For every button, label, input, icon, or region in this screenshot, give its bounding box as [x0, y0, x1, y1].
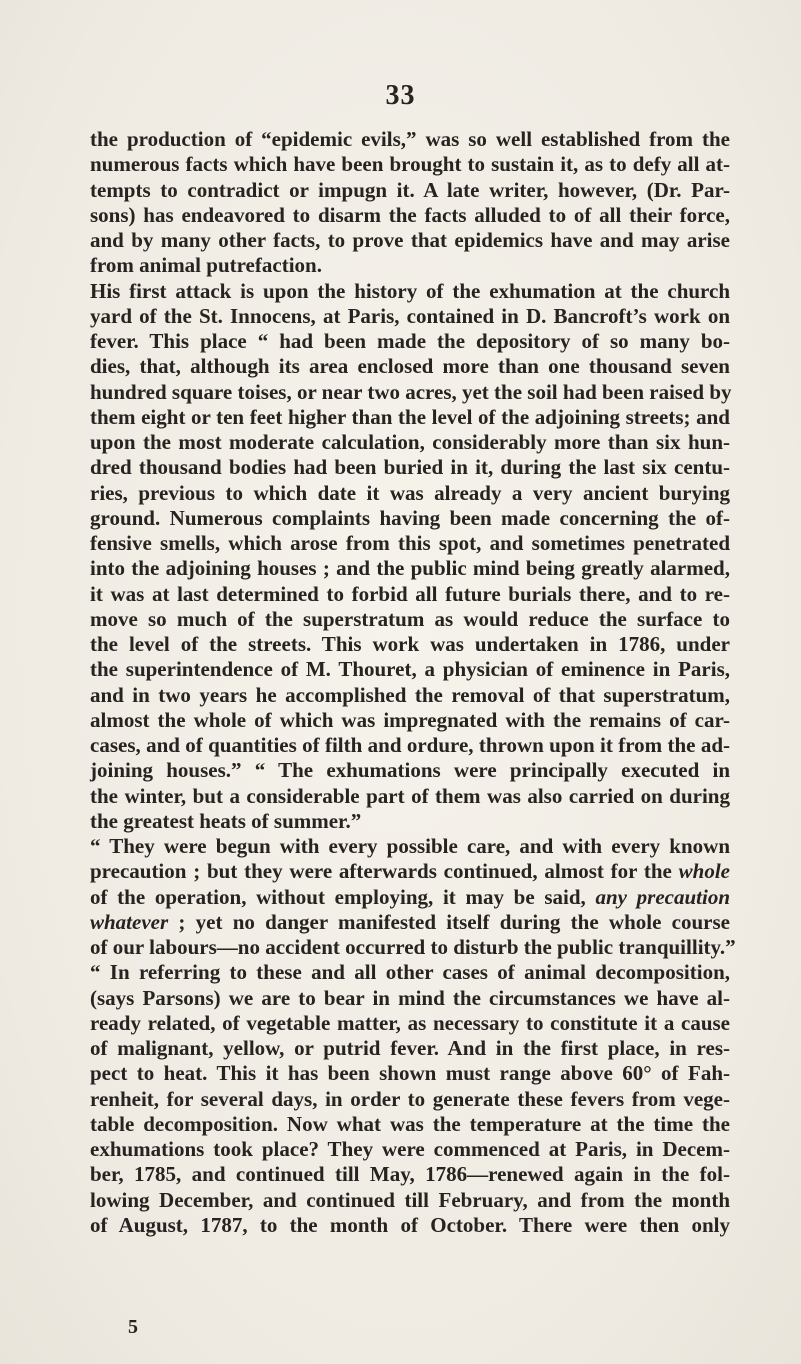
text-line: into the adjoining houses ; and the public mind being greatly alarmed,: [90, 556, 730, 581]
text-line: from animal putrefaction.: [90, 253, 322, 278]
text-line: yard of the St. Innocens, at Paris, contained in D. Bancroft’s work on: [90, 303, 730, 328]
text-line: cases, and of quantities of filth and ordure, thrown upon it from the ad-: [90, 733, 730, 757]
text-line: the superintendence of M. Thouret, a physician of eminence in Paris,: [90, 657, 730, 682]
text-line: pect to heat. This it has been shown must range above 60° of Fah-: [90, 1061, 730, 1086]
text-line: of August, 1787, to the month of October. There were then only: [90, 1212, 730, 1237]
text-line: almost the whole of which was impregnated with the remains of car-: [90, 707, 730, 732]
text-line: the winter, but a considerable part of them was also carried on during: [90, 783, 730, 808]
text-line: the greatest heats of summer.”: [90, 808, 362, 833]
text-line: and by many other facts, to prove that epidemics have and may arise: [90, 228, 730, 252]
page-number: 33: [385, 80, 416, 111]
text-segment: of the operation, without employing, it may be said,: [90, 884, 596, 909]
text-line: numerous facts which have been brought to sustain it, as to defy all at-: [90, 152, 730, 177]
text-line: “ They were begun with every possible care, and with every known: [90, 834, 730, 858]
text-line: fensive smells, which arose from this spot, and sometimes penetrated: [90, 531, 730, 555]
text-line: hundred square toises, or near two acres, yet the soil had been raised by: [90, 379, 732, 404]
text-line: “ In referring to these and all other cases of animal decomposition,: [90, 960, 730, 985]
text-line: sons) has endeavored to disarm the facts alluded to of all their force,: [90, 202, 730, 227]
text-line: ries, previous to which date it was already a very ancient burying: [90, 480, 730, 505]
text-line: and in two years he accomplished the removal of that superstratum,: [90, 682, 730, 707]
text-line: [90, 885, 730, 910]
text-segment: ; yet no danger manifested itself during the whole course: [168, 909, 730, 934]
signature-mark: 5: [128, 1316, 138, 1338]
body-text: [90, 127, 736, 1238]
text-line: table decomposition. Now what was the temperature at the time the: [90, 1111, 730, 1136]
text-line: of our labours—no accident occurred to disturb the public tranquillity.”: [90, 935, 736, 959]
text-line: tempts to contradict or impugn it. A late writer, however, (Dr. Par-: [90, 177, 730, 202]
text-line: ready related, of vegetable matter, as necessary to constitute it a cause: [90, 1010, 730, 1035]
text-line: His first attack is upon the history of the exhumation at the church: [90, 278, 730, 303]
italic-word: whole: [678, 859, 730, 884]
text-segment: precaution ; but they were afterwards continued, almost for the: [90, 859, 679, 884]
text-line: dred thousand bodies had been buried in it, during the last six centu-: [90, 455, 730, 480]
text-line: upon the most moderate calculation, considerably more than six hun-: [90, 430, 730, 454]
text-line: renheit, for several days, in order to generate these fevers from vege-: [90, 1086, 730, 1111]
text-line: (says Parsons) we are to bear in mind the circumstances we have al-: [90, 985, 730, 1010]
text-line: [90, 910, 730, 935]
text-line: [90, 859, 730, 884]
text-line: move so much of the superstratum as would reduce the surface to: [90, 606, 730, 631]
text-line: the production of “epidemic evils,” was so well established from the: [90, 127, 730, 151]
italic-word: whatever: [90, 909, 169, 934]
text-line: ber, 1785, and continued till May, 1786—renewed again in the fol-: [90, 1162, 730, 1187]
text-line: joining houses.” “ The exhumations were principally executed in: [90, 758, 730, 783]
text-line: the level of the streets. This work was undertaken in 1786, under: [90, 632, 730, 656]
text-line: of malignant, yellow, or putrid fever. And in the first place, in res-: [90, 1036, 730, 1060]
text-line: them eight or ten feet higher than the level of the adjoining streets; and: [90, 404, 730, 429]
text-line: fever. This place “ had been made the depository of so many bo-: [90, 329, 730, 353]
text-line: ground. Numerous complaints having been made concerning the of-: [90, 505, 730, 530]
text-line: lowing December, and continued till February, and from the month: [90, 1187, 730, 1212]
text-line: exhumations took place? They were commenced at Paris, in Decem-: [90, 1137, 730, 1161]
italic-phrase: any precaution: [595, 884, 730, 909]
text-line: dies, that, although its area enclosed more than one thousand seven: [90, 354, 730, 379]
text-line: it was at last determined to forbid all future burials there, and to re-: [90, 581, 730, 606]
